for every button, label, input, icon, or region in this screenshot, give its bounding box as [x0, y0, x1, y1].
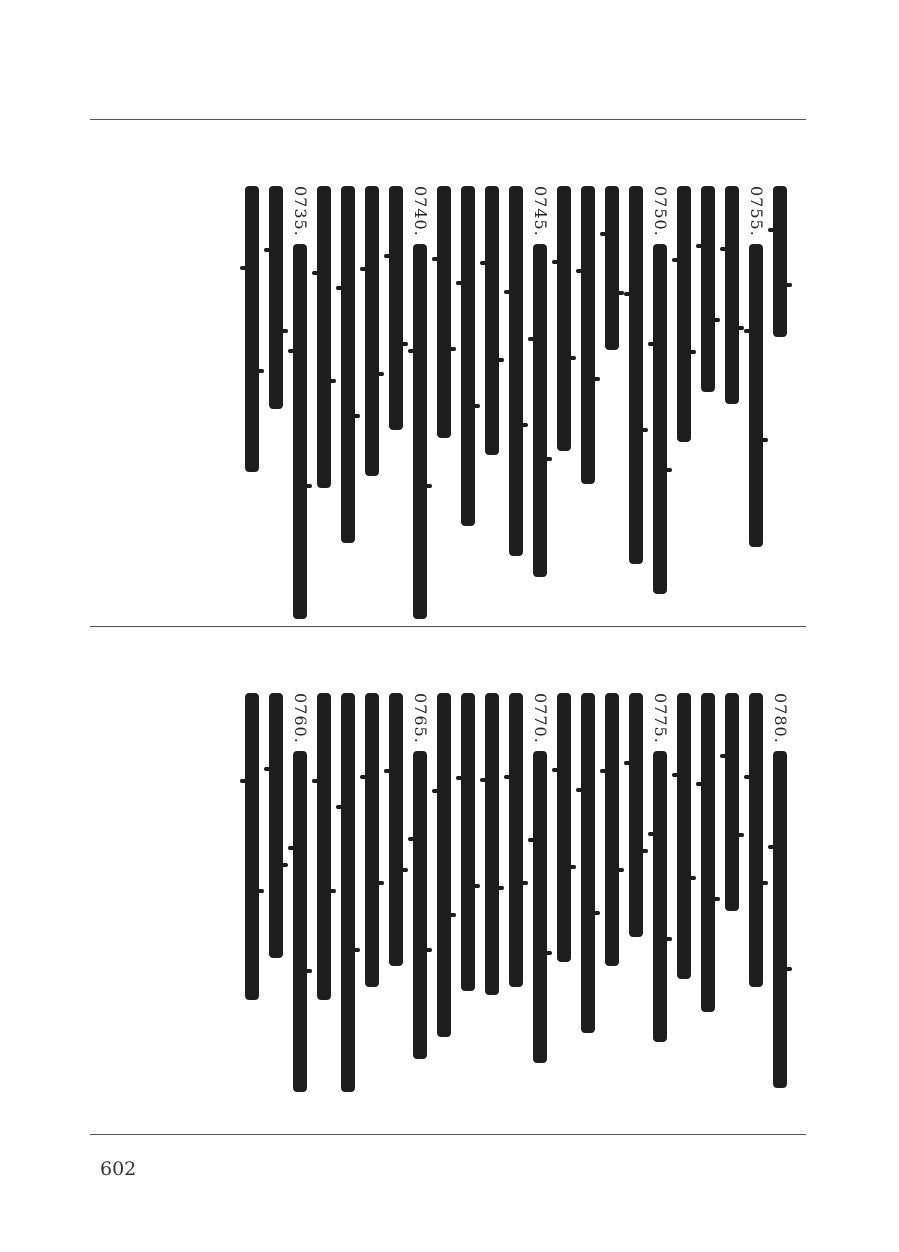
mongolian-script-line [485, 693, 499, 995]
mongolian-script-line [701, 186, 715, 392]
mongolian-script-line [653, 751, 667, 1042]
line-number: 0745. [531, 186, 550, 237]
bottom-rule [90, 1134, 806, 1135]
mongolian-script-line [533, 244, 547, 577]
mongolian-script-line [413, 244, 427, 619]
mongolian-script-line [437, 186, 451, 438]
mongolian-script-line [341, 693, 355, 1092]
line-number: 0775. [651, 693, 670, 744]
mongolian-script-line [509, 693, 523, 987]
mongolian-script-line [749, 244, 763, 547]
mongolian-script-line [749, 693, 763, 987]
line-number: 0770. [531, 693, 550, 744]
line-number: 0780. [771, 693, 790, 744]
line-number: 0740. [411, 186, 430, 237]
mongolian-script-line [581, 186, 595, 484]
mongolian-script-line [701, 693, 715, 1012]
mongolian-script-line [605, 186, 619, 350]
mongolian-script-line [389, 693, 403, 966]
mongolian-script-line [629, 186, 643, 564]
mongolian-script-line [605, 693, 619, 966]
mongolian-script-line [509, 186, 523, 556]
mongolian-script-line [725, 693, 739, 911]
mongolian-script-line [485, 186, 499, 455]
mongolian-script-line [317, 693, 331, 1000]
mongolian-script-line [533, 751, 547, 1063]
line-number: 0755. [747, 186, 766, 237]
mongolian-script-line [245, 693, 259, 1000]
mongolian-script-line [389, 186, 403, 430]
mongolian-script-line [773, 186, 787, 337]
line-number: 0760. [291, 693, 310, 744]
mongolian-script-line [677, 186, 691, 442]
page-number: 602 [100, 1158, 137, 1180]
mongolian-script-line [629, 693, 643, 937]
mongolian-script-line [653, 244, 667, 594]
mongolian-script-line [245, 186, 259, 472]
mongolian-script-line [461, 186, 475, 526]
mongolian-script-line [269, 186, 283, 409]
mongolian-script-line [437, 693, 451, 1037]
mongolian-script-line [677, 693, 691, 979]
mongolian-script-line [317, 186, 331, 488]
mongolian-script-line [773, 751, 787, 1088]
mongolian-script-line [557, 693, 571, 962]
mongolian-script-line [293, 244, 307, 619]
line-number: 0750. [651, 186, 670, 237]
upper-text-panel [90, 120, 806, 626]
lower-text-panel [90, 627, 806, 1134]
mongolian-script-line [461, 693, 475, 991]
mongolian-script-line [557, 186, 571, 451]
line-number: 0735. [291, 186, 310, 237]
mongolian-script-line [293, 751, 307, 1092]
line-number: 0765. [411, 693, 430, 744]
mongolian-script-line [413, 751, 427, 1059]
mongolian-script-line [725, 186, 739, 404]
mongolian-script-line [269, 693, 283, 958]
mongolian-script-line [365, 693, 379, 987]
mongolian-script-line [581, 693, 595, 1033]
mongolian-script-line [365, 186, 379, 476]
mongolian-script-line [341, 186, 355, 543]
